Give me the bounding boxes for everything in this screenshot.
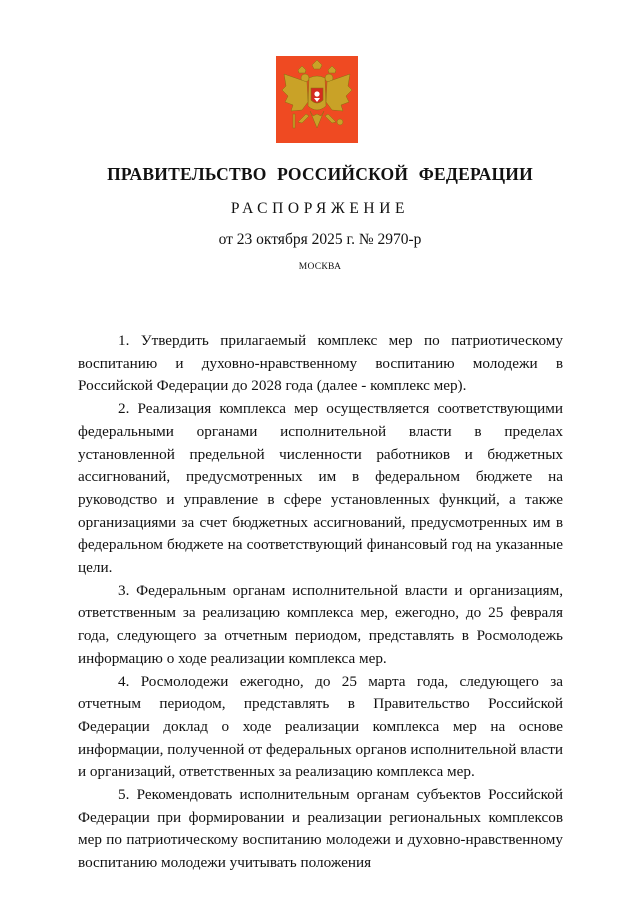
document-place: МОСКВА [298,262,342,272]
russian-coat-of-arms-icon [276,56,358,143]
paragraph-3: 3. Федеральным органам исполнительной власти и организациям, ответственным за реализацию комплекса мер, ежегодно, до 25 февраля года, следующего за отчетным периодом, представлять в Росмолодежь информацию о ходе реализации комплекса мер. [78,581,563,667]
document-date-number: от 23 октября 2025 г. № 2970-р [218,231,422,248]
paragraph-2: 2. Реализация комплекса мер осуществляется соответствующими федеральными органами исполнительной власти в пределах установленной предельной численности работников и бюджетных ассигнований, предусмотренных им в федеральном бюджете на руководство и управление в сфере установленных функций, а также организациями за счет бюджетных ассигнований, предусмотренных им в федеральном бюджете на соответствующий финансовый год на указанные цели. [78,400,563,577]
org-title: ПРАВИТЕЛЬСТВО РОССИЙСКОЙ ФЕДЕРАЦИИ [107,164,533,184]
paragraph-4: 4. Росмолодежи ежегодно, до 25 марта года, следующего за отчетным периодом, представлять в Правительство Российской Федерации доклад о ходе реализации комплекса мер на основе информации, полученной от федеральных органов исполнительной власти и организаций, ответственных за реализацию комплекса мер. [78,672,563,781]
paragraph-5: 5. Рекомендовать исполнительным органам субъектов Российской Федерации при формировании и реализации региональных комплексов мер по патриотическому воспитанию молодежи и духовно-нравственному воспитанию молодежи учитывать положения [78,786,563,872]
paragraph-1: 1. Утвердить прилагаемый комплекс мер по патриотическому воспитанию и духовно-нравственному воспитанию молодежи в Российской Федерации до 2028 года (далее - комплекс мер). [78,332,563,395]
document-body [78,330,563,875]
document-type: РАСПОРЯЖЕНИЕ [230,200,410,217]
